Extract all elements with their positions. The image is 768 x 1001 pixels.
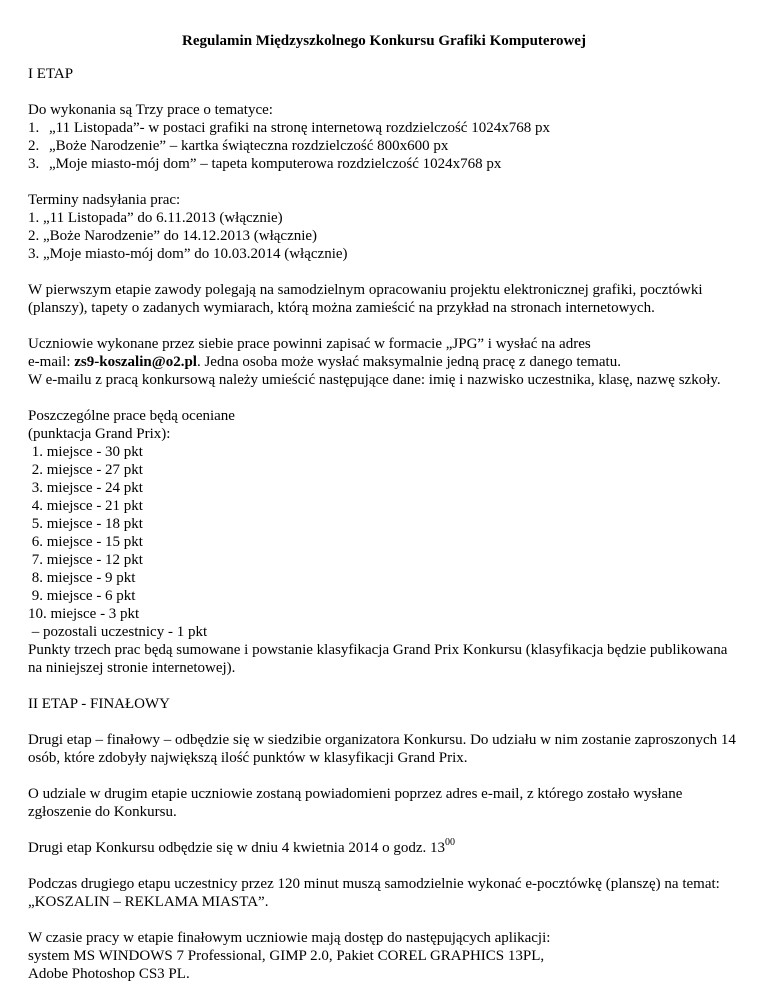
- deadline-item: 2. „Boże Narodzenie” do 14.12.2013 (włącznie): [28, 228, 318, 244]
- stage2-apps: [28, 929, 740, 983]
- stage2-notification: O udziale w drugim etapie uczniowie zostaną powiadomieni poprzez adres e-mail, z którego zostało wysłane zgłoszenie do Konkursu.: [28, 786, 683, 820]
- place-score: 6. miejsce - 15 pkt: [28, 534, 143, 550]
- stage2-date-text: Drugi etap Konkursu odbędzie się w dniu 4 kwietnia 2014 o godz. 13: [28, 840, 446, 856]
- email-suffix: . Jedna osoba może wysłać maksymalnie jedną pracę z danego tematu.: [196, 354, 621, 370]
- stage2-date-minutes: 00: [445, 837, 456, 848]
- stage2-heading: II ETAP - FINAŁOWY: [28, 696, 170, 712]
- submission-data-requirements: W e-mailu z pracą konkursową należy umieścić następujące dane: imię i nazwisko uczestnika, klasę, nazwę szkoły.: [28, 372, 721, 388]
- deadlines-heading: Terminy nadsyłania prac:: [28, 192, 181, 208]
- topics-section: [28, 101, 740, 173]
- topic-item: [28, 155, 740, 173]
- stage1-description: W pierwszym etapie zawody polegają na samodzielnym opracowaniu projektu elektronicznej grafiki, pocztówki (planszy), tapety o zadanych wymiarach, którą można zamieścić na przykład na stronach internetowych.: [28, 282, 703, 316]
- apps-intro: W czasie pracy w etapie finałowym uczniowie mają dostęp do następujących aplikacji:: [28, 930, 551, 946]
- deadlines-section: [28, 191, 740, 263]
- scoring-intro: Poszczególne prace będą oceniane: [28, 408, 235, 424]
- stage1-heading: I ETAP: [28, 66, 74, 82]
- deadline-item: 1. „11 Listopada” do 6.11.2013 (włącznie): [28, 210, 283, 226]
- scoring-summary: Punkty trzech prac będą sumowane i powstanie klasyfikacja Grand Prix Konkursu (klasyfikacja będzie publikowana na niniejszej stronie internetowej).: [28, 642, 728, 676]
- scoring-subtitle: (punktacja Grand Prix):: [28, 426, 171, 442]
- topics-intro: Do wykonania są Trzy prace o tematyce:: [28, 102, 273, 118]
- apps-list-continued: Adobe Photoshop CS3 PL.: [28, 966, 190, 982]
- place-score: 2. miejsce - 27 pkt: [28, 462, 143, 478]
- place-score: 3. miejsce - 24 pkt: [28, 480, 143, 496]
- place-score: – pozostali uczestnicy - 1 pkt: [28, 624, 208, 640]
- place-score: 1. miejsce - 30 pkt: [28, 444, 143, 460]
- topic-item: [28, 119, 740, 137]
- place-score: 4. miejsce - 21 pkt: [28, 498, 143, 514]
- submission-section: [28, 335, 740, 389]
- stage2-task: Podczas drugiego etapu uczestnicy przez 120 minut muszą samodzielnie wykonać e-pocztówkę (planszę) na temat: „KOSZALIN – REKLAMA MIASTA”.: [28, 876, 720, 910]
- place-score: 7. miejsce - 12 pkt: [28, 552, 143, 568]
- apps-list: system MS WINDOWS 7 Professional, GIMP 2.0, Pakiet COREL GRAPHICS 13PL,: [28, 948, 545, 964]
- topic-number: 1.: [28, 120, 40, 136]
- topic-text: „11 Listopada”- w postaci grafiki na stronę internetową rozdzielczość 1024x768 px: [49, 120, 550, 136]
- topic-text: „Moje miasto-mój dom” – tapeta komputerowa rozdzielczość 1024x768 px: [49, 156, 502, 172]
- topic-item: [28, 137, 740, 155]
- deadline-item: 3. „Moje miasto-mój dom” do 10.03.2014 (włącznie): [28, 246, 348, 262]
- stage2-date: [28, 839, 740, 857]
- place-score: 5. miejsce - 18 pkt: [28, 516, 143, 532]
- topic-number: 3.: [28, 156, 40, 172]
- submission-email-line: [28, 353, 740, 371]
- submission-line: Uczniowie wykonane przez siebie prace powinni zapisać w formacie „JPG” i wysłać na adres: [28, 336, 591, 352]
- document-page: [28, 32, 740, 1001]
- email-address-link[interactable]: zs9-koszalin@o2.pl: [74, 354, 197, 370]
- topic-text: „Boże Narodzenie” – kartka świąteczna rozdzielczość 800x600 px: [49, 138, 449, 154]
- stage2-paragraph: Drugi etap – finałowy – odbędzie się w siedzibie organizatora Konkursu. Do udziału w nim zostanie zaproszonych 14 osób, które zdobyły największą ilość punktów w klasyfikacji Grand Prix.: [28, 732, 736, 766]
- email-prefix: e-mail:: [28, 354, 75, 370]
- place-score: 9. miejsce - 6 pkt: [28, 588, 136, 604]
- document-title: Regulamin Międzyszkolnego Konkursu Grafiki Komputerowej: [182, 33, 586, 49]
- place-score: 10. miejsce - 3 pkt: [28, 606, 140, 622]
- topic-number: 2.: [28, 138, 40, 154]
- scoring-section: [28, 407, 740, 677]
- place-score: 8. miejsce - 9 pkt: [28, 570, 136, 586]
